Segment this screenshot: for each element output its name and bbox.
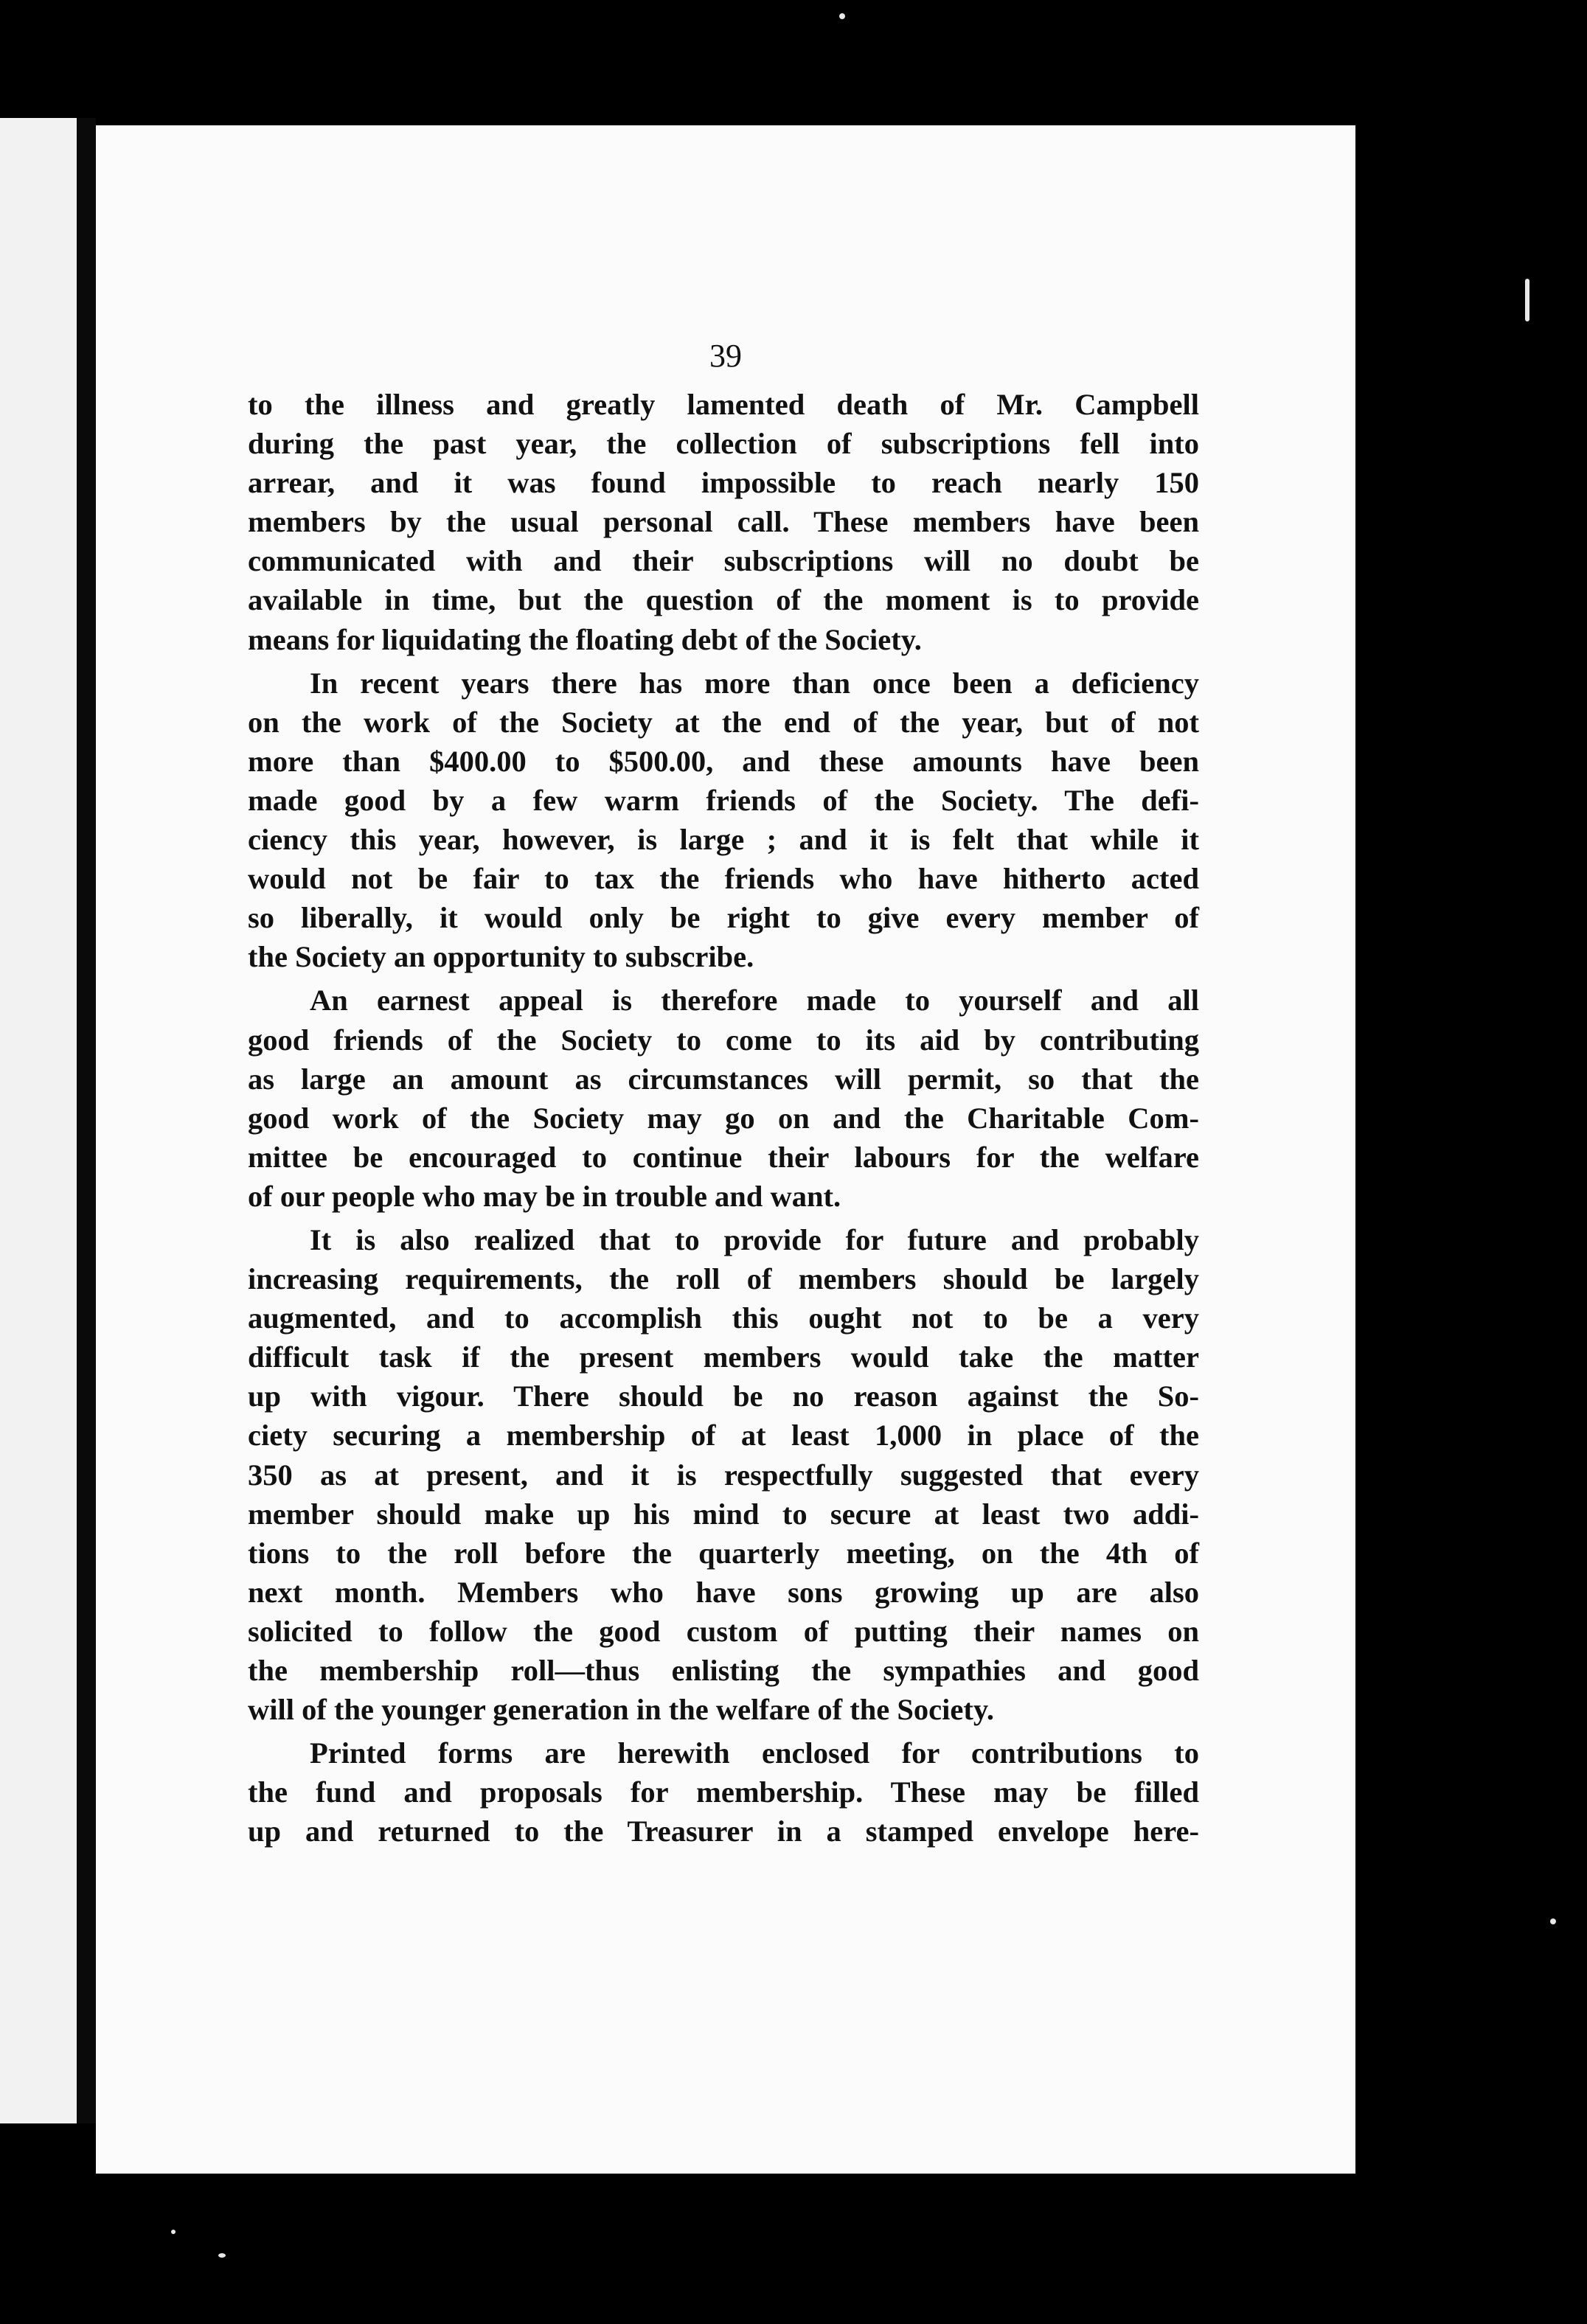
text-line: An earnest appeal is therefore made to yourself and all [310,984,1199,1017]
scan-speck [218,2253,226,2258]
text-line: up and returned to the Treasurer in a stamped envelope here- [248,1815,1199,1848]
text-line: good work of the Society may go on and the Charitable Com- [248,1101,1199,1135]
text-line: the fund and proposals for membership. These may be filled [248,1775,1199,1809]
text-line: good friends of the Society to come to its aid by contributing [248,1023,1199,1057]
facing-page-edge [0,118,77,2123]
text-line: Printed forms are herewith enclosed for contributions to [310,1736,1199,1770]
book-page [96,125,1355,2174]
text-line: In recent years there has more than once been a deficiency [310,666,1199,700]
paragraph [248,664,1199,977]
text-line: members by the usual personal call. These members have been [248,505,1199,539]
text-line: will of the younger generation in the welfare of the Society. [248,1693,994,1727]
scan-speck [1550,1918,1556,1924]
text-line: to the illness and greatly lamented death of Mr. Campbell [248,388,1199,421]
paragraph [248,1733,1199,1851]
text-line: 350 as at present, and it is respectfully suggested that every [248,1458,1199,1492]
text-line: communicated with and their subscriptions will no doubt be [248,544,1199,578]
scan-speck [171,2230,176,2234]
text-line: means for liquidating the floating debt of the Society. [248,622,922,656]
text-line: ciety securing a membership of at least 1,000 in place of the [248,1419,1199,1452]
text-line: available in time, but the question of the moment is to provide [248,583,1199,617]
text-line: next month. Members who have sons growing up are also [248,1575,1199,1609]
text-line: the membership roll—thus enlisting the sympathies and good [248,1654,1199,1687]
text-line: more than $400.00 to $500.00, and these amounts have been [248,744,1199,778]
text-line: solicited to follow the good custom of putting their names on [248,1614,1199,1648]
scan-speck [839,13,845,19]
text-line: made good by a few warm friends of the Society. The defi- [248,783,1199,817]
text-line: It is also realized that to provide for future and probably [310,1222,1199,1256]
text-line: difficult task if the present members would take the matter [248,1340,1199,1374]
text-line: during the past year, the collection of subscriptions fell into [248,427,1199,461]
body-text [248,385,1199,1855]
scan-speck [1525,279,1529,321]
paragraph [248,981,1199,1216]
text-line: augmented, and to accomplish this ought not to be a very [248,1301,1199,1335]
text-line: increasing requirements, the roll of members should be largely [248,1262,1199,1296]
text-line: on the work of the Society at the end of the year, but of not [248,705,1199,739]
text-line: member should make up his mind to secure at least two addi- [248,1497,1199,1531]
text-line: so liberally, it would only be right to give every member of [248,901,1199,935]
page-number: 39 [709,338,742,374]
paragraph [248,385,1199,659]
text-line: tions to the roll before the quarterly meeting, on the 4th of [248,1536,1199,1570]
text-line: of our people who may be in trouble and want. [248,1179,841,1213]
text-line: the Society an opportunity to subscribe. [248,940,754,974]
text-line: would not be fair to tax the friends who have hitherto acted [248,862,1199,896]
text-line: as large an amount as circumstances will permit, so that the [248,1062,1199,1096]
page-gutter [77,118,96,2123]
text-line: up with vigour. There should be no reason against the So- [248,1380,1199,1413]
text-line: ciency this year, however, is large ; and it is felt that while it [248,823,1199,857]
paragraph [248,1220,1199,1729]
text-line: arrear, and it was found impossible to reach nearly 150 [248,466,1199,500]
text-line: mittee be encouraged to continue their labours for the welfare [248,1140,1199,1174]
